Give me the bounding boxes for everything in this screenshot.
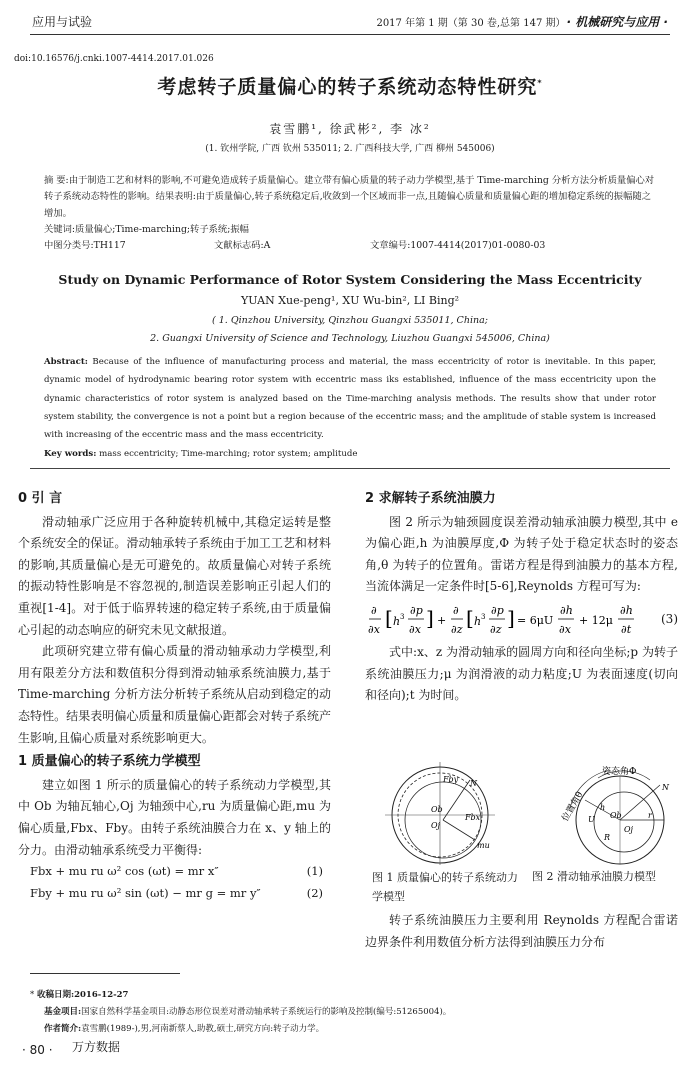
classification-line [44, 238, 656, 254]
english-abstract-text: Because of the influence of manufacturing process and material, the mass eccentricity of rotor is inevitable. In this paper, dynamic model of hydrodynamic bearing rotor system with eccentric mass iks established, influence of the mass eccentricity upon the dynamic characteristics of rotor system is analyzed based on the Time-marching analysis methods. The results show that under rotor system stability, the convergence is not a point but a region because of the eccentric mass; and the amplitude of stable system is increased with increasing of the eccentric mass and the mass eccentricity. [44, 357, 656, 441]
eq-frac-num: ∂h [620, 603, 633, 617]
title-text: 考虑转子质量偏心的转子系统动态特性研究 [157, 76, 538, 98]
eq-frac-num: ∂h [560, 603, 573, 617]
journal-name: · 机械研究与应用 · [566, 15, 668, 29]
abstract-cn [44, 173, 656, 222]
fund-text: 国家自然科学基金项目:动静态形位误差对滑动轴承转子系统运行的影响及控制(编号:51265004)。 [81, 1007, 452, 1017]
equation-3-number: (3) [661, 612, 678, 627]
affiliations: (1. 钦州学院, 广西 钦州 535011; 2. 广西科技大学, 广西 柳州 545006) [205, 144, 495, 154]
figure-2-diagram [540, 760, 690, 865]
eq-h3: h [393, 614, 401, 628]
figure-1 [365, 760, 515, 865]
eq-frac-num: ∂p [491, 603, 504, 617]
received-date: 收稿日期:2016-12-27 [36, 990, 129, 1000]
eq-frac-num: ∂ [371, 603, 377, 617]
abstract-cn-label: 摘 要: [44, 175, 69, 186]
keywords-cn-text: 质量偏心;Time-marching;转子系统;振幅 [75, 223, 249, 235]
fig2-label-R: R [604, 833, 611, 842]
eq-bracket: ] [426, 605, 434, 630]
section-rule [30, 468, 670, 469]
fig2-label-r: r [648, 811, 652, 820]
eq-frac-den: ∂x [409, 622, 421, 636]
english-abstract-label: Abstract: [44, 357, 88, 367]
fig2-label-u: U [588, 815, 595, 824]
eq-exp: 3 [481, 612, 486, 621]
english-abstract [44, 353, 656, 444]
section-2-paragraph-1: 图 2 所示为轴颈圆度误差滑动轴承油膜力模型,其中 e 为偏心距,h 为油膜厚度,Φ 为转子处于稳定状态时的姿态角,θ 为转子的位置角。雷诺方程是得到油膜力的基本方程,当流体满足一定条件时[5-6],Reynolds 方程可写为: [365, 514, 678, 594]
eq-frac-den: ∂z [490, 622, 502, 636]
doc-code-value: A [263, 240, 271, 252]
footnote-fund [44, 1005, 684, 1017]
eq-bracket: [ [385, 605, 393, 630]
article-number-value: 1007-4414(2017)01-0080-03 [410, 240, 546, 252]
abstract-cn-text: 由于制造工艺和材料的影响,不可避免造成转子质量偏心。建立带有偏心质量的转子动力学模型,基于 Time-marching 分析方法分析质量偏心对转子系统动态特性的影响。结果表明:由于质量偏心,转子系统稳定后,收敛到一个区域而非一点,且随偏心质量和质量偏心距的增加稳定系统的振幅随之增加。 [44, 175, 655, 219]
running-header-right [376, 13, 668, 30]
english-affiliation-2: 2. Guangxi University of Science and Technology, Liuzhou Guangxi 545006, China) [150, 333, 550, 344]
section-0-paragraph-2: 此项研究建立带有偏心质量的滑动轴承动力学模型,利用有限差分方法和数值积分得到滑动轴承系统油膜力,基于 Time-marching 分析方法分析转子系统从启动到稳定的动态特性。结果表明偏心质量和质量偏心距都会对转子系统产生影响,且偏心质量对系统影响更大。 [18, 644, 331, 745]
right-column [365, 486, 678, 707]
author-bio-label: 作者简介: [44, 1024, 82, 1034]
eq-frac-den: ∂x [368, 622, 380, 636]
eq-exp: 3 [400, 612, 405, 621]
left-column [18, 486, 331, 904]
section-2-heading: 2 求解转子系统油膜力 [365, 491, 496, 506]
equation-1-body: Fbx + mu ru ω² cos (ωt) = mr x″ [30, 864, 219, 879]
keywords-cn [44, 222, 656, 238]
clc [44, 238, 214, 254]
fig2-position-angle: 位置角θ [560, 790, 586, 824]
equation-2-body: Fby + mu ru ω² sin (ωt) − mr g = mr y″ [30, 885, 261, 900]
author-bio-text: 袁雪鹏(1989-),男,河南新蔡人,助教,硕士,研究方向:转子动力学。 [81, 1024, 325, 1034]
doi: doi:10.16576/j.cnki.1007-4414.2017.01.026 [14, 54, 214, 64]
fig2-label-ob: Ob [610, 811, 622, 820]
fig1-label-mu: mu [477, 841, 490, 850]
eq-plus: + [437, 613, 447, 627]
fig2-label-n: N [662, 783, 669, 792]
eq-frac-den: ∂x [559, 622, 571, 636]
section-0-heading: 0 引 言 [18, 491, 63, 506]
section-2-paragraph-2: 式中:x、z 为滑动轴承的圆周方向和径向坐标;p 为转子系统油膜压力;μ 为润滑液的动力粘度;U 为表面速度(切向和径向);t 为时间。 [365, 644, 678, 703]
footnote-rule [30, 973, 180, 974]
fig1-label-fby: Fby [443, 775, 459, 784]
eq-frac-den: ∂t [621, 622, 632, 636]
section-0-paragraph-1: 滑动轴承广泛应用于各种旋转机械中,其稳定运转是整个系统安全的保证。滑动轴承转子系统由于加工工艺和材料的影响,其质量偏心是无可避免的。故质量偏心对转子系统的振动特性影响是不容忽视的,制造误差影响正引起人们的重视[1-4]。对于低于临界转速的稳定转子系统,由于质量偏心引起的动态响应的研究未见文献报道。 [18, 514, 331, 637]
footnote-author [44, 1022, 684, 1034]
figure-1-caption: 图 1 质量偏心的转子系统动力学模型 [372, 871, 518, 903]
chinese-abstract-block [44, 173, 656, 254]
authors: 袁雪鹏¹, 徐武彬², 李 冰² [269, 122, 431, 136]
issue-info: 2017 年第 1 期（第 30 卷,总第 147 期） [376, 18, 561, 29]
figure-2 [540, 760, 690, 865]
english-title: Study on Dynamic Performance of Rotor System Considering the Mass Eccentricity [58, 272, 642, 287]
equation-1 [18, 861, 331, 883]
reynolds-equation [367, 598, 647, 642]
eq-frac-num: ∂p [410, 603, 423, 617]
doc-code [214, 238, 370, 254]
footnote-mark: * [30, 990, 35, 1000]
clc-value: TH117 [93, 240, 126, 252]
eq-frac-den: ∂z [451, 622, 463, 636]
running-header-left: 应用与试验 [32, 15, 93, 29]
eq-bracket: ] [507, 605, 515, 630]
fig2-label-oj: Oj [624, 825, 634, 834]
english-keywords-label: Key words: [44, 449, 97, 459]
wanfang-brand: 万方数据 [72, 1040, 121, 1054]
fig1-label-oj: Oj [431, 821, 441, 830]
right-column-continued [365, 910, 678, 953]
fig2-attitude-angle: 姿态角Φ [602, 767, 637, 777]
eq-frac-num: ∂ [453, 603, 459, 617]
figure-2-caption: 图 2 滑动轴承油膜力模型 [532, 870, 656, 883]
english-affiliation-1: ( 1. Qinzhou University, Qinzhou Guangxi 535011, China; [212, 315, 488, 326]
figure-1-diagram [365, 760, 515, 865]
paper-title [0, 72, 700, 99]
eq-bracket: [ [466, 605, 474, 630]
clc-label: 中图分类号: [44, 240, 94, 252]
page-number: · 80 · [22, 1043, 53, 1057]
equation-1-number: (1) [306, 864, 323, 879]
eq-equals: = 6μU [517, 613, 554, 627]
header-rule [30, 34, 670, 35]
equation-3 [365, 598, 678, 642]
keywords-cn-label: 关键词: [44, 223, 76, 235]
fig1-label-fbx: Fbx [465, 813, 481, 822]
section-1-paragraph-1: 建立如图 1 所示的质量偏心的转子系统动力学模型,其中 Ob 为轴瓦轴心,Oj 为轴颈中心,ru 为质量偏心距,mu 为偏心质量,Fbx、Fby。由转子系统油膜合力在 x、y 轴上的分力。由滑动轴承系统受力平衡得: [18, 777, 331, 857]
english-keywords [44, 449, 357, 459]
article-number-label: 文章编号: [370, 240, 411, 252]
title-footnote-mark: * [537, 78, 543, 88]
equation-2 [18, 883, 331, 905]
equation-2-number: (2) [306, 885, 323, 900]
fig1-label-n: N [470, 779, 477, 788]
eq-h3: h [474, 614, 482, 628]
eq-plus-12mu: + 12μ [579, 613, 613, 627]
english-keywords-text: mass eccentricity; Time-marching; rotor system; amplitude [99, 449, 358, 459]
english-authors: YUAN Xue-peng¹, XU Wu-bin², LI Bing² [240, 294, 460, 307]
article-number [370, 238, 545, 254]
section-2-paragraph-3: 转子系统油膜压力主要利用 Reynolds 方程配合雷诺边界条件利用数值分析方法得到油膜压力分布 [365, 913, 678, 949]
fund-label: 基金项目: [44, 1007, 82, 1017]
doc-code-label: 文献标志码: [214, 240, 264, 252]
fig2-label-h: h [600, 803, 606, 812]
section-1-heading: 1 质量偏心的转子系统力学模型 [18, 754, 201, 770]
fig1-label-ob: Ob [431, 805, 443, 814]
footnote-received [30, 988, 670, 1000]
